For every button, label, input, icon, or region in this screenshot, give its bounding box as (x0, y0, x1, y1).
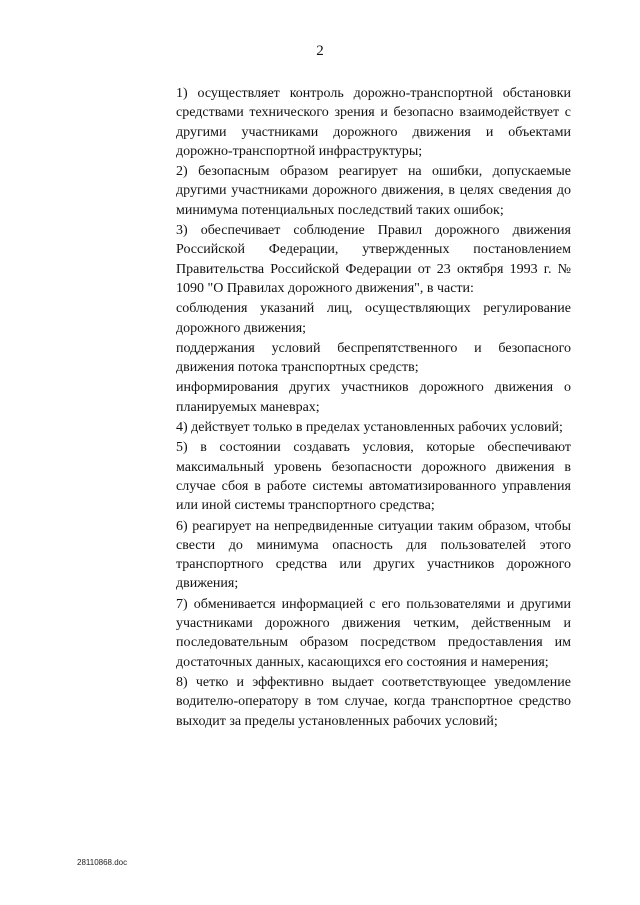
page-number: 2 (316, 43, 324, 59)
document-body (176, 84, 571, 732)
footer-document-code: 28110868.doc (77, 858, 128, 867)
paragraph-item-6: 6) реагирует на непредвиденные ситуации таким образом, чтобы свести до минимума опасность для пользователей этого транспортного средства или других участников дорожного движения; (176, 518, 571, 592)
paragraph-subitem-maneuvers: информирования других участников дорожного движения о планируемых маневрах; (176, 380, 571, 415)
paragraph-item-8: 8) четко и эффективно выдает соответствующее уведомление водителю-оператору в том случае, когда транспортное средство выходит за пределы установленных рабочих условий; (176, 674, 571, 729)
paragraph-item-4: 4) действует только в пределах установленных рабочих условий; (176, 420, 563, 436)
paragraph-subitem-regulation: соблюдения указаний лиц, осуществляющих регулирование дорожного движения; (176, 301, 571, 336)
paragraph-subitem-traffic-flow: поддержания условий беспрепятственного и безопасного движения потока транспортных средств; (176, 340, 571, 376)
paragraph-item-3: 3) обеспечивает соблюдение Правил дорожного движения Российской Федерации, утвержденных постановлением Правительства Российской Федерации от 23 октября 1993 г. № 1090 "О Правилах дорожного движения", в части: (176, 223, 571, 296)
paragraph-item-5: 5) в состоянии создавать условия, которые обеспечивают максимальный уровень безопасности дорожного движения в случае сбоя в работе системы автоматизированного управления или иной системы транспортного средства; (176, 440, 571, 514)
paragraph-item-7: 7) обменивается информацией с его пользователями и другими участниками дорожного движения четким, действенным и последовательным образом посредством предоставления им достаточных данных, касающихся его состояния и намерения; (176, 596, 571, 670)
paragraph-item-1: 1) осуществляет контроль дорожно-транспортной обстановки средствами технического зрения и безопасно взаимодействует с другими участниками дорожного движения и объектами дорожно-транспортной инфраструктуры; (176, 86, 571, 159)
paragraph-item-2: 2) безопасным образом реагирует на ошибки, допускаемые другими участниками дорожного движения, в целях сведения до минимума потенциальных последствий таких ошибок; (176, 164, 571, 218)
